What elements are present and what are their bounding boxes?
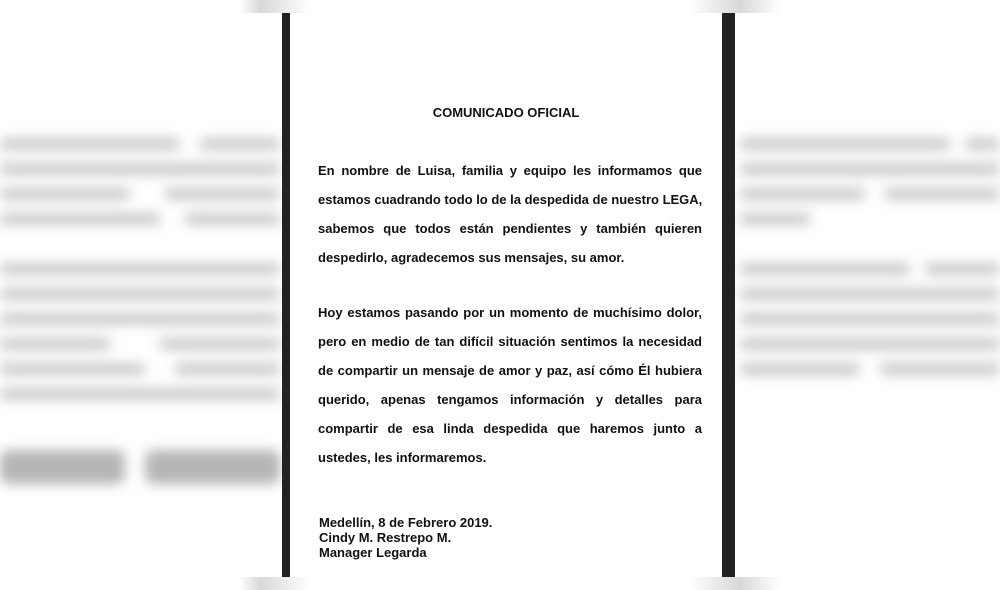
top-edge-bar (0, 0, 1000, 13)
signature-block (319, 515, 492, 560)
document-title: COMUNICADO OFICIAL (432, 105, 580, 120)
signer-role: Manager Legarda (319, 545, 427, 560)
paragraph-line: sabemos que todos están pendientes y también quieren (318, 221, 702, 236)
blur-line (0, 388, 280, 400)
blur-line (200, 138, 280, 150)
paragraph-line: despedirlo, agradecemos sus mensajes, su amor. (318, 250, 625, 265)
blur-line (0, 338, 110, 350)
blur-line (740, 163, 1000, 175)
blur-line (0, 163, 280, 175)
blur-line (740, 338, 1000, 350)
blur-heading (145, 450, 280, 484)
blur-line (740, 363, 860, 375)
blur-line (185, 213, 280, 225)
paragraph-line: querido, apenas tengamos información y detalles para (318, 392, 702, 407)
blur-line (740, 263, 910, 275)
blur-line (0, 263, 280, 275)
blur-line (0, 363, 145, 375)
bottom-edge-bar (0, 577, 1000, 590)
blur-line (0, 213, 160, 225)
blur-line (740, 213, 810, 225)
paragraph-line: Hoy estamos pasando por un momento de muchísimo dolor, (318, 305, 702, 320)
blur-line (740, 188, 865, 200)
blur-line (160, 338, 280, 350)
blur-line (740, 288, 1000, 300)
blur-line (925, 263, 1000, 275)
blur-line (880, 363, 1000, 375)
blur-line (175, 363, 280, 375)
blur-line (885, 188, 1000, 200)
blur-heading (0, 450, 125, 484)
signer-name: Cindy M. Restrepo M. (319, 530, 452, 545)
blur-line (0, 188, 130, 200)
blur-line (965, 138, 1000, 150)
paragraph-line: En nombre de Luisa, familia y equipo les informamos que (318, 163, 702, 178)
paragraph-2 (318, 298, 702, 472)
document-page (282, 13, 735, 577)
paragraph-line: compartir de esa linda despedida que haremos junto a (318, 421, 702, 436)
blur-line (0, 288, 280, 300)
blur-line (0, 313, 280, 325)
place-date: Medellín, 8 de Febrero 2019. (319, 515, 493, 530)
paragraph-line: de compartir un mensaje de amor y paz, así cómo Él hubiera (318, 363, 702, 378)
blur-line (740, 138, 950, 150)
paragraph-line: ustedes, les informaremos. (318, 450, 487, 465)
paragraph-line: estamos cuadrando todo lo de la despedida de nuestro LEGA, (318, 192, 703, 207)
blur-line (740, 313, 1000, 325)
blur-line (50, 138, 180, 150)
paragraph-line: pero en medio de tan difícil situación sentimos la necesidad (318, 334, 702, 349)
paragraph-1 (318, 156, 702, 272)
blur-line (165, 188, 280, 200)
